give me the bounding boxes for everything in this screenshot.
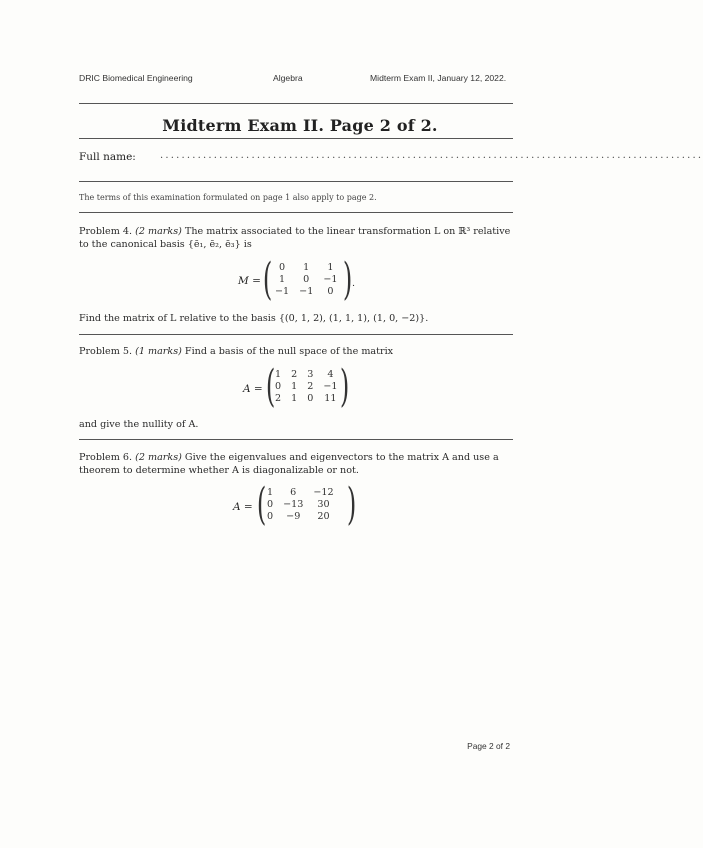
problem-6-text-a: Give the eigenvalues and eigenvectors to the matrix A and use a [184, 452, 499, 463]
divider [79, 334, 513, 335]
matrix-cell: −12 [313, 487, 334, 498]
problem-6-statement [79, 451, 519, 477]
divider [79, 212, 513, 213]
problem-4-text-b: to the canonical basis {ē₁, ē₂, ē₃} is [79, 239, 252, 250]
matrix-cell: −1 [299, 286, 314, 297]
matrix-cell: 2 [275, 393, 282, 404]
matrix-cell: 0 [279, 262, 286, 273]
problem-5-text: Find a basis of the null space of the matrix [184, 346, 394, 357]
divider [79, 439, 513, 440]
matrix-a-eigen [262, 487, 339, 523]
problem-4-question: Find the matrix of L relative to the basis {(0, 1, 2), (1, 1, 1), (1, 0, −2)}. [79, 313, 429, 324]
matrix-left-paren: ( [265, 361, 276, 412]
problem-4-marks: (2 marks) [135, 226, 182, 237]
matrix-cell: 1 [303, 262, 310, 273]
matrix-cell: 20 [317, 511, 330, 522]
fullname-line: ..................................................................................................... [160, 150, 703, 161]
divider [79, 138, 513, 139]
matrix-cell: 11 [324, 393, 337, 404]
matrix-row [270, 274, 342, 286]
matrix-row [270, 381, 342, 393]
exam-terms-note: The terms of this examination formulated on page 1 also apply to page 2. [79, 193, 377, 202]
matrix-row [270, 262, 342, 274]
problem-5-question: and give the nullity of A. [79, 419, 199, 430]
matrix-cell: 1 [291, 381, 298, 392]
problem-6-marks: (2 marks) [135, 452, 182, 463]
matrix-a-label: A = [243, 383, 263, 395]
matrix-cell: −1 [323, 381, 338, 392]
problem-4-label: Problem 4. [79, 226, 133, 237]
matrix-cell: 6 [290, 487, 297, 498]
page-number: Page 2 of 2 [467, 741, 510, 751]
problem-6-text-b: theorem to determine whether A is diagonalizable or not. [79, 465, 359, 476]
matrix-cell: 1 [291, 393, 298, 404]
matrix-row [262, 487, 339, 499]
page-title: Midterm Exam II. Page 2 of 2. [162, 116, 438, 135]
matrix-cell: 0 [327, 286, 334, 297]
matrix-right-paren: ) [342, 254, 353, 305]
problem-6-label: Problem 6. [79, 452, 133, 463]
matrix-left-paren: ( [256, 479, 267, 530]
matrix-cell: 2 [307, 381, 314, 392]
matrix-cell: 1 [267, 487, 274, 498]
header-course: Algebra [273, 73, 303, 83]
divider [79, 181, 513, 182]
problem-5-label: Problem 5. [79, 346, 133, 357]
divider [79, 103, 513, 104]
matrix-m-period: . [352, 278, 356, 289]
matrix-right-paren: ) [346, 479, 357, 530]
fullname-label: Full name: [79, 151, 136, 163]
matrix-cell: 0 [267, 511, 274, 522]
problem-5-statement [79, 345, 519, 358]
matrix-cell: 0 [267, 499, 274, 510]
matrix-row [270, 369, 342, 381]
problem-4-text-a: The matrix associated to the linear transformation L on ℝ³ relative [184, 226, 511, 237]
matrix-row [262, 511, 339, 523]
matrix-cell: 0 [275, 381, 282, 392]
matrix-row [270, 286, 342, 298]
matrix-cell: 1 [327, 262, 334, 273]
matrix-cell: −1 [275, 286, 290, 297]
matrix-cell: 1 [275, 369, 282, 380]
matrix-cell: −13 [283, 499, 304, 510]
matrix-a-eigen-label: A = [233, 501, 253, 513]
problem-4-statement [79, 225, 519, 251]
matrix-cell: 0 [303, 274, 310, 285]
matrix-cell: −1 [323, 274, 338, 285]
matrix-cell: 2 [291, 369, 298, 380]
matrix-row [270, 393, 342, 405]
matrix-a-null [270, 369, 342, 405]
header-exam-info: Midterm Exam II, January 12, 2022. [370, 73, 507, 83]
matrix-cell: 1 [279, 274, 286, 285]
problem-5-marks: (1 marks) [135, 346, 182, 357]
matrix-cell: 3 [307, 369, 314, 380]
matrix-cell: 30 [317, 499, 330, 510]
matrix-right-paren: ) [339, 361, 350, 412]
matrix-m [270, 262, 342, 298]
matrix-cell: −9 [286, 511, 301, 522]
header-institution: DRIC Biomedical Engineering [79, 73, 193, 83]
matrix-m-label: M = [238, 275, 261, 287]
matrix-cell: 0 [307, 393, 314, 404]
matrix-left-paren: ( [262, 254, 273, 305]
matrix-cell: 4 [327, 369, 334, 380]
matrix-row [262, 499, 339, 511]
